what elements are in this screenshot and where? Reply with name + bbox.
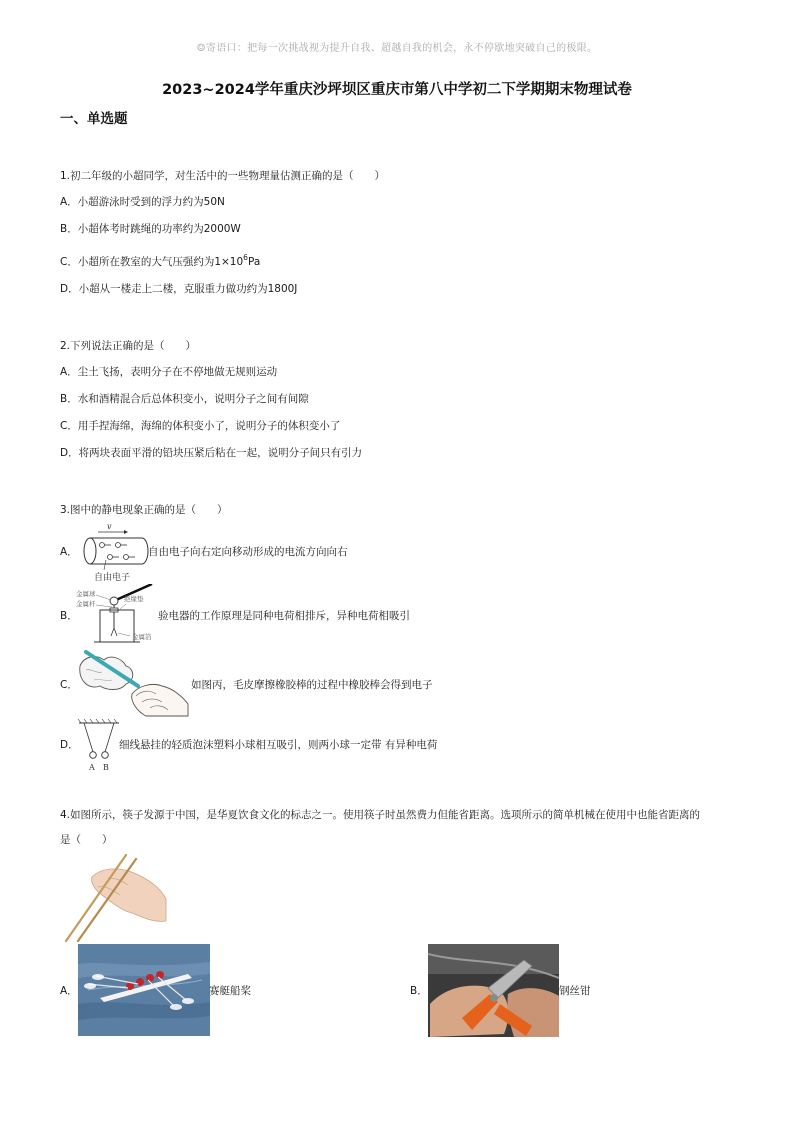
q3-option-c-text: 如图丙，毛皮摩擦橡胶棒的过程中橡胶棒会得到电子 [191,679,433,691]
ball-a-label: A [89,763,95,772]
metal-rod-label: 金属杆 [76,600,96,608]
q1-option-c-exponent: 6 [243,253,248,262]
insulating-pad-label: 绝缘垫 [124,595,144,603]
q1-option-b: B．小超体考时跳绳的功率约为2000W [60,223,241,235]
q2-option-c: C．用手捏海绵，海绵的体积变小了，说明分子的体积变小了 [60,420,341,432]
q1-stem: 1.初二年级的小超同学，对生活中的一些物理量估测正确的是（ ） [60,170,386,182]
fur-rubbing-rod-figure [76,646,192,718]
metal-ball-label: 金属球 [76,590,96,598]
page-title: 2023~2024学年重庆沙坪坝区重庆市第八中学初二下学期期末物理试卷 [162,82,632,98]
section-heading: 一、单选题 [60,111,128,127]
motto-line: ☺寄语口：把每一次挑战视为提升自我、超越自我的机会，永不停歇地突破自己的极限。 [196,43,598,54]
q1-option-c-unit: Pa [247,256,261,268]
electroscope-figure [74,584,164,648]
velocity-label: v [107,522,112,531]
q2-option-b: B．水和酒精混合后总体积变小，说明分子之间有间隙 [60,393,309,405]
rowing-boat-image [78,944,210,1036]
q1-option-a: A．小超游泳时受到的浮力约为50N [60,196,225,208]
q2-option-d: D．将两块表面平滑的铅块压紧后粘在一起，说明分子间只有引力 [60,447,363,459]
q3-option-b-text: 验电器的工作原理是同种电荷相排斥，异种电荷相吸引 [158,610,410,622]
q3-option-d-letter: D． [60,739,79,751]
q4-option-b-letter: B． [410,985,428,997]
q1-option-c-text: C．小超所在教室的大气压强约为1×10 [60,256,244,268]
pliers-image [428,944,559,1037]
rowing-boat-photo [78,944,210,1036]
q3-stem: 3.图中的静电现象正确的是（ ） [60,504,228,516]
q4-stem-line1: 4.如图所示，筷子发源于中国，是华夏饮食文化的标志之一。使用筷子时虽然费力但能省距离。选项所示的简单机械在使用中也能省距离的 [60,809,701,821]
electron-flow-figure [76,520,156,584]
ball-b-label: B [103,763,109,772]
q3-option-b-letter: B． [60,610,78,622]
q4-option-b-text: 钢丝钳 [559,985,591,997]
free-electron-caption: 自由电子 [94,573,131,583]
pliers-photo [428,944,559,1037]
chopsticks-hand-figure [62,851,168,943]
q2-stem: 2.下列说法正确的是（ ） [60,340,197,352]
metal-foil-label: 金属箔 [132,633,152,641]
q3-option-c-letter: C． [60,679,78,691]
q1-option-c [60,255,260,269]
q3-option-a-letter: A． [60,546,78,558]
q4-option-a-text: 赛艇船桨 [209,985,251,997]
hanging-balls-figure [76,719,122,773]
q3-option-d-text: 细线悬挂的轻质泡沫塑料小球相互吸引，则两小球一定带 有异种电荷 [119,739,438,751]
q3-option-a-text: 自由电子向右定向移动形成的电流方向向右 [148,546,348,558]
q4-option-a-letter: A． [60,985,78,997]
q2-option-a: A．尘土飞扬，表明分子在不停地做无规则运动 [60,366,278,378]
q4-stem-line2: 是（ ） [60,834,113,846]
q1-option-d: D．小超从一楼走上二楼，克服重力做功约为1800J [60,283,298,295]
